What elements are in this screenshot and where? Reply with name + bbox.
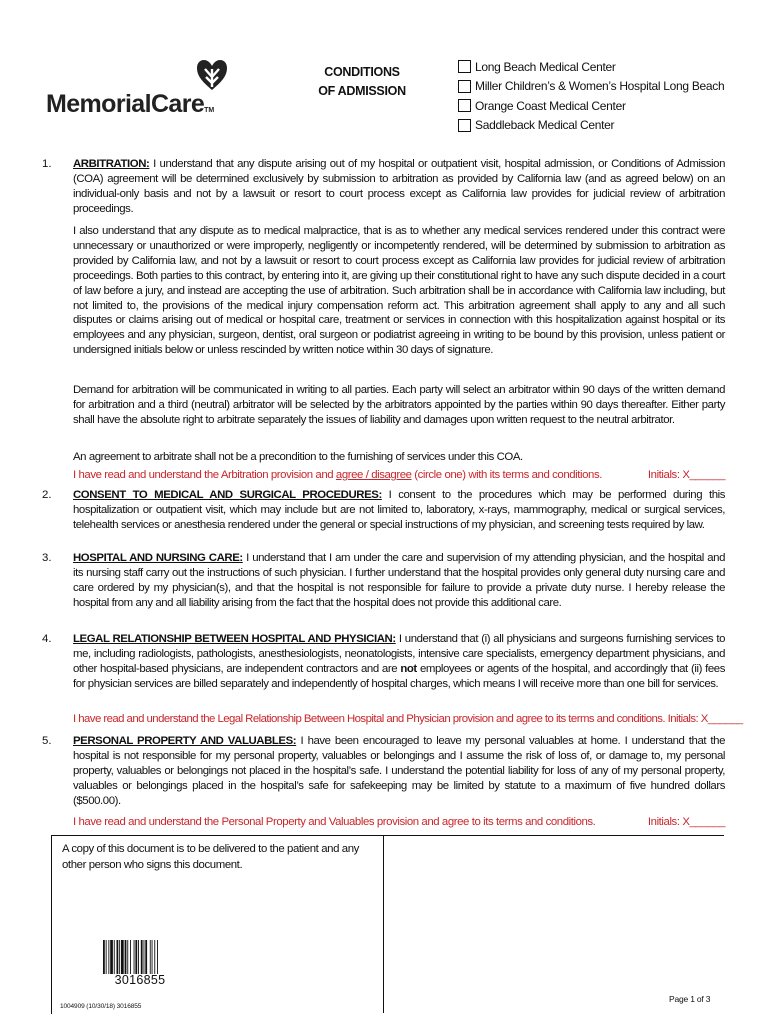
section-heading: ARBITRATION: [73, 158, 150, 170]
checkbox[interactable] [458, 119, 471, 132]
checkbox[interactable] [458, 60, 471, 73]
checkbox[interactable] [458, 99, 471, 112]
arbitration-paragraph-4: An agreement to arbitrate shall not be a precondition to the furnishing of services under this COA. [73, 451, 523, 463]
section-number: 2. [42, 489, 52, 501]
leaf-heart-icon [194, 57, 230, 91]
facility-checklist [458, 57, 724, 135]
barcode [103, 940, 177, 974]
checkbox[interactable] [458, 80, 471, 93]
arbitration-paragraph-2: I also understand that any dispute as to medical malpractice, that is as to whether any medical services rendered under this contract were unnecessary or unauthorized or were improperly, negligently or incompetently rendered, will be determined by submission to arbitration as provided by California law, and not by a lawsuit or resort to court process except as California law provides for judicial review of arbitration proceedings. Both parties to this contract, by entering into it, are giving up their constitutional right to have any such dispute decided in a court of law before a jury, and instead are accepting the use of arbitration. Such arbitration shall be in accordance with California law including, but not limited to, the provisions of the medical injury compensation reform act. This arbitration agreement shall apply to any and all such disputes or claims arising out of medical or hospital care, treatment or services in connection with this hospitalization against hospital or its employees and any physician, surgeon, dentist, oral surgeon or podiatrist agreeing in writing to be bound by this provision, unless patient or undersigned initials below or unless rescinded by written notice within 30 days of signature. [73, 225, 725, 357]
box-divider [383, 835, 384, 1013]
agree-disagree-choice[interactable]: agree / disagree [335, 469, 412, 481]
memorialcare-logo [46, 57, 246, 125]
facility-option-miller-childrens[interactable]: Miller Children’s & Women’s Hospital Long Beach [458, 77, 724, 97]
section-heading: CONSENT TO MEDICAL AND SURGICAL PROCEDURES: [73, 489, 382, 501]
copy-delivery-note: A copy of this document is to be delivered to the patient and any other person who signs this document. [62, 843, 359, 871]
form-title: CONDITIONS OF ADMISSION [318, 65, 406, 98]
arbitration-paragraph-1: ARBITRATION: I understand that any dispute arising out of my hospital or outpatient visit, hospital admission, or Conditions of Admission (COA) agreement will be determined exclusively by submission to arbitration as provided by California law (and as agreed below) on an individual-only basis and not by a lawsuit or resort to court process except as California law provides for judicial review of arbitration proceedings. [73, 158, 725, 215]
barcode-number: 3016855 [114, 973, 166, 987]
initials-field[interactable]: Initials: X______ [647, 816, 725, 828]
legal-relationship-paragraph: LEGAL RELATIONSHIP BETWEEN HOSPITAL AND PHYSICIAN: I understand that (i) all physicians and surgeons furnishing services to me, including radiologists, pathologists, anesthesiologists, neonatologists, intensive care specialists, emergency department physicians, and other hospital-based physicians, are independent contractors and are not employees or agents of the hospital, and accordingly that (ii) fees for physician services are billed separately and independently of hospital charges, which means I will receive more than one bill for services. [73, 633, 725, 690]
personal-property-paragraph: PERSONAL PROPERTY AND VALUABLES: I have been encouraged to leave my personal valuables at home. I understand that the hospital is not responsible for my personal property, valuables or belongings and I assume the risk of loss of, or damage to, my personal property, valuables or belongings not placed in the hospital’s safe. I understand the potential liability for loss of any of my personal property, valuables or belongings placed in the hospital’s safe for safekeeping may be limited by statute to a maximum of five hundred dollars ($500.00). [73, 735, 726, 807]
page-number: Page 1 of 3 [669, 994, 711, 1004]
logo-wordmark: MemorialCareTM [46, 90, 215, 118]
section-heading: LEGAL RELATIONSHIP BETWEEN HOSPITAL AND PHYSICIAN: [73, 633, 396, 645]
facility-option-long-beach[interactable]: Long Beach Medical Center [458, 57, 724, 77]
initials-field[interactable]: Initials: X______ [647, 469, 725, 481]
section-heading: HOSPITAL AND NURSING CARE: [73, 552, 243, 564]
arbitration-acknowledgement: I have read and understand the Arbitration provision and agree / disagree (circle one) with its terms and conditions. Initials: X______ [73, 469, 725, 481]
section-number: 4. [42, 633, 52, 645]
section-number: 5. [42, 735, 52, 747]
personal-property-acknowledgement: I have read and understand the Personal Property and Valuables provision and agree to its terms and conditions. Initials: X______ [73, 816, 725, 828]
arbitration-paragraph-3: Demand for arbitration will be communicated in writing to all parties. Each party will select an arbitrator within 90 days of the written demand for arbitration and a third (neutral) arbitrator will be selected by the arbitrators appointed by the parties within 90 days thereafter. Either party shall have the absolute right to arbitrate separately the issues of liability and damages upon written request to the neutral arbitrator. [73, 384, 725, 426]
section-heading: PERSONAL PROPERTY AND VALUABLES: [73, 735, 297, 747]
section-number: 3. [42, 552, 52, 564]
section-number: 1. [42, 158, 52, 170]
legal-relationship-acknowledgement[interactable]: I have read and understand the Legal Relationship Between Hospital and Physician provision and agree to its terms and conditions. Initials: X______ [73, 713, 743, 725]
facility-option-saddleback[interactable]: Saddleback Medical Center [458, 116, 724, 136]
consent-paragraph: CONSENT TO MEDICAL AND SURGICAL PROCEDURES: I consent to the procedures which may be performed during this hospitalization or outpatient visit, which may include but are not limited to, laboratory, x-rays, mammography, medical or surgical services, telehealth services or anesthesia rendered under the general or special instructions of my physician, and screening tests required by law. [73, 489, 725, 531]
nursing-care-paragraph: HOSPITAL AND NURSING CARE: I understand that I am under the care and supervision of my attending physician, and the hospital and its nursing staff carry out the instructions of such physician. I further understand that the hospital provides only general duty nursing care and care ordered by my physician(s), and that the hospital is not responsible for failure to provide a private duty nurse. I hereby release the hospital from any and all liability arising from the fact that the hospital does not provide this additional care. [73, 552, 725, 609]
facility-option-orange-coast[interactable]: Orange Coast Medical Center [458, 96, 724, 116]
form-code: 1004909 (10/30/18) 3016855 [60, 1003, 142, 1010]
